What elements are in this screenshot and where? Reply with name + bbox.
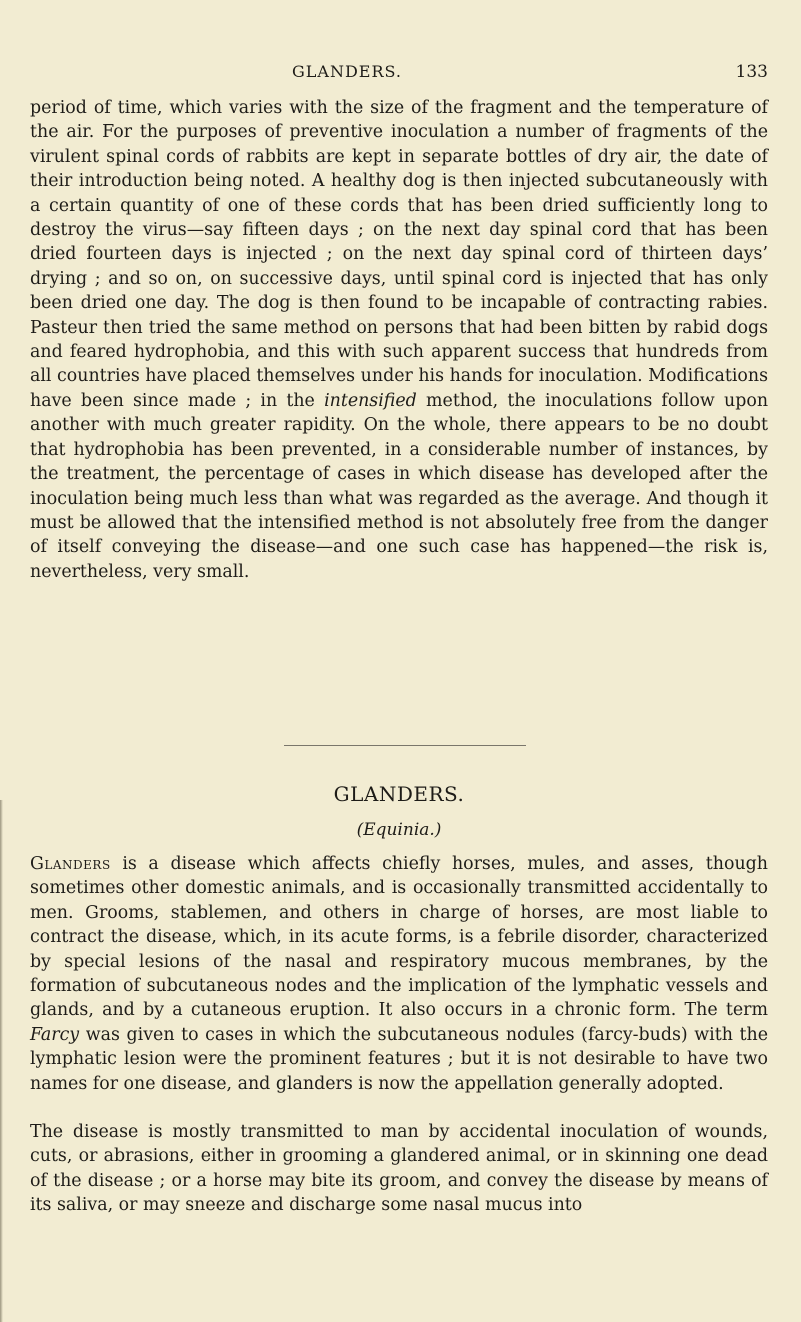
section-subtitle	[30, 820, 768, 840]
paragraph-rabies-inoculation	[30, 96, 768, 584]
book-page	[30, 0, 770, 1322]
paragraph-glanders-definition	[30, 852, 768, 1096]
running-title: GLANDERS.	[292, 62, 402, 81]
paragraph-1-emphasis: intensified	[324, 390, 417, 411]
paragraph-2-text-b: was given to cases in which the subcutaneous nodules (farcy-buds) with the lymphatic lesion were the prominent features ; but it is not desirable to have two names for one disease, and glanders is now the appellation generally adopted.	[30, 1024, 769, 1094]
page-binding-shadow	[0, 800, 3, 1322]
paragraph-3-text: The disease is mostly transmitted to man by accidental inoculation of wounds, cuts, or abrasions, either in grooming a glandered animal, or in skinning one dead of the disease ; or a horse may bite its groom, and convey the disease by means of its saliva, or may sneeze and discharge some nasal mucus into	[30, 1122, 768, 1216]
paragraph-2-lead: Glanders	[30, 854, 111, 874]
paragraph-1-text: period of time, which varies with the size of the fragment and the temperature of the air. For the purposes of preventive inoculation a number of fragments of the virulent spinal cords of rabbits are kept in separate bottles of dry air, the date of their introduction being noted. A healthy dog is then injected subcutaneously with a certain quantity of one of these cords that has been dried sufficiently long to destroy the virus—say fifteen days ; on the next day spinal cord that has been dried fourteen days is injected ; on the next day spinal cord of thirteen days’ drying ; and so on, on successive days, until spinal cord is injected that has only been dried one day. The dog is then found to be incapable of contracting rabies. Pasteur then tried the same method on persons that had been bitten by rabid dogs and feared hydrophobia, and this with such apparent success that hundreds from all countries have placed themselves under his hands for inoculation. Modifications have been since made ; in the	[30, 98, 768, 411]
section-subtitle-text: (Equinia.)	[356, 820, 442, 840]
running-head	[30, 62, 768, 86]
section-divider	[284, 745, 526, 746]
section-title: GLANDERS.	[333, 782, 465, 806]
paragraph-2-emphasis: Farcy	[30, 1024, 80, 1045]
paragraph-2-text-a: is a disease which affects chiefly horses, mules, and asses, though sometimes other domestic animals, and is occasionally transmitted accidentally to men. Grooms, stablemen, and others in charge of horses, are most liable to contract the disease, which, in its acute forms, is a febrile disorder, characterized by special lesions of the nasal and respiratory mucous membranes, by the formation of subcutaneous nodes and the implication of the lymphatic vessels and glands, and by a cutaneous eruption. It also occurs in a chronic form. The term	[30, 854, 768, 1021]
paragraph-1-continuation: method, the inoculations follow upon another with much greater rapidity. On the whole, there appears to be no doubt that hydrophobia has been prevented, in a considerable number of instances, by the treatment, the percentage of cases in which disease has developed after the inoculation being much less than what was regarded as the average. And though it must be allowed that the intensified method is not absolutely free from the danger of itself conveying the disease—and one such case has happened—the risk is, nevertheless, very small.	[30, 390, 769, 582]
paragraph-transmission	[30, 1120, 768, 1218]
page-number: 133	[735, 62, 768, 82]
